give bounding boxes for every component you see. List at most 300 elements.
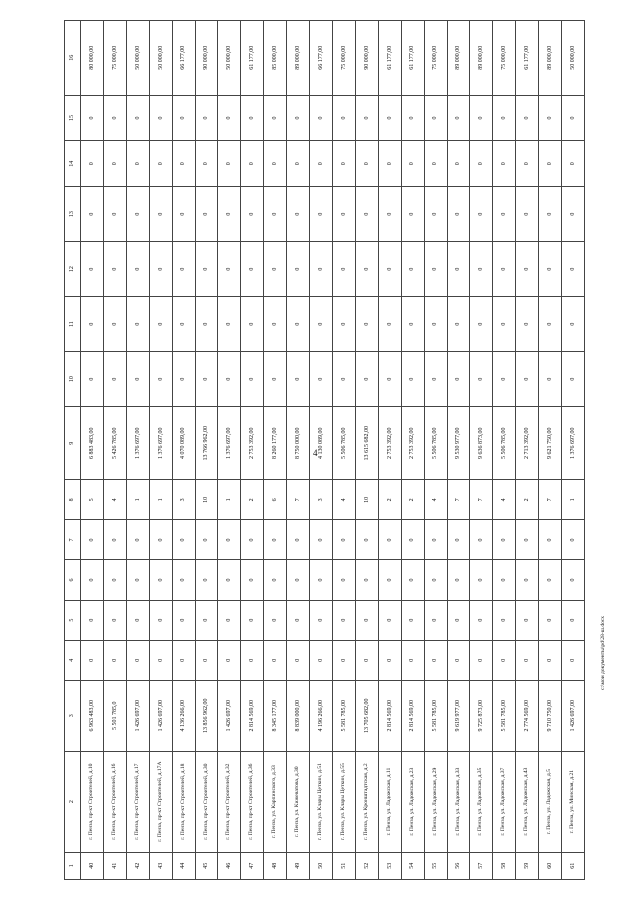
table-cell: 0 <box>401 242 424 297</box>
data-table <box>64 20 585 880</box>
table-cell: 13 766 962,00 <box>195 407 218 480</box>
table-cell: 0 <box>149 520 172 560</box>
column-header: 5 <box>65 600 81 640</box>
table-cell: 0 <box>126 520 149 560</box>
table-cell: 66 177,00 <box>310 21 333 96</box>
table-cell: 0 <box>149 297 172 352</box>
table-cell: 7 <box>470 480 493 520</box>
table-cell: 0 <box>103 640 126 680</box>
table-cell: 0 <box>126 95 149 141</box>
table-cell: 5 581 785,00 <box>332 680 355 751</box>
table-row <box>355 21 378 880</box>
table-cell: 0 <box>378 520 401 560</box>
table-cell: 61 <box>562 852 585 879</box>
table-cell: 0 <box>81 600 104 640</box>
table-cell: 0 <box>355 187 378 242</box>
table-cell: 3 <box>172 480 195 520</box>
table-cell: 0 <box>539 560 562 600</box>
table-cell: 2 <box>516 480 539 520</box>
table-cell: 0 <box>378 242 401 297</box>
table-cell: 0 <box>470 352 493 407</box>
table-cell: 5 581 785,00 <box>493 680 516 751</box>
table-cell: 0 <box>447 297 470 352</box>
table-cell: 0 <box>310 600 333 640</box>
table-cell: 52 <box>355 852 378 879</box>
table-cell: 0 <box>264 560 287 600</box>
address-cell: г. Пенза, ул. Ладожская, д.29 <box>424 751 447 852</box>
table-cell: 0 <box>424 187 447 242</box>
table-cell: 8 839 000,00 <box>287 680 310 751</box>
table-cell: 0 <box>539 297 562 352</box>
table-cell: 0 <box>172 640 195 680</box>
table-cell: 0 <box>447 352 470 407</box>
table-cell: 89 000,00 <box>447 21 470 96</box>
table-cell: 0 <box>378 352 401 407</box>
table-cell: 0 <box>332 297 355 352</box>
table-cell: 5 506 785,00 <box>332 407 355 480</box>
table-cell: 0 <box>195 560 218 600</box>
table-cell: 5 506 785,00 <box>493 407 516 480</box>
table-cell: 43 <box>149 852 172 879</box>
table-cell: 0 <box>195 242 218 297</box>
table-cell: 0 <box>310 242 333 297</box>
table-cell: 0 <box>103 297 126 352</box>
table-cell: 0 <box>195 187 218 242</box>
table-cell: 9 636 873,00 <box>470 407 493 480</box>
table-cell: 0 <box>287 187 310 242</box>
table-cell: 0 <box>218 141 241 187</box>
table-header-row <box>65 21 81 880</box>
table-cell: 8 260 177,00 <box>264 407 287 480</box>
table-cell: 0 <box>493 352 516 407</box>
table-cell: 0 <box>424 141 447 187</box>
table-cell: 0 <box>149 640 172 680</box>
table-cell: 61 177,00 <box>378 21 401 96</box>
table-cell: 9 530 977,00 <box>447 407 470 480</box>
address-cell: г. Пенза, ул. Клары Цеткин, д.51 <box>310 751 333 852</box>
table-cell: 0 <box>424 242 447 297</box>
table-cell: 57 <box>470 852 493 879</box>
table-cell: 0 <box>401 352 424 407</box>
table-cell: 0 <box>103 560 126 600</box>
table-cell: 0 <box>447 600 470 640</box>
table-cell: 0 <box>218 242 241 297</box>
table-cell: 0 <box>126 352 149 407</box>
table-cell: 1 <box>562 480 585 520</box>
table-cell: 40 <box>81 852 104 879</box>
address-cell: г. Пенза, ул. Ладожская, д.35 <box>470 751 493 852</box>
table-cell: 0 <box>103 600 126 640</box>
table-cell: 2 <box>401 480 424 520</box>
table-cell: 0 <box>424 640 447 680</box>
table-cell: 46 <box>218 852 241 879</box>
table-cell: 0 <box>103 352 126 407</box>
table-cell: 45 <box>195 852 218 879</box>
table-cell: 0 <box>424 600 447 640</box>
table-row <box>218 21 241 880</box>
table-cell: 0 <box>516 352 539 407</box>
table-cell: 0 <box>172 600 195 640</box>
table-cell: 0 <box>81 297 104 352</box>
table-cell: 0 <box>424 520 447 560</box>
address-cell: г. Пенза, пр-кт Строителей, д.10 <box>81 751 104 852</box>
table-cell: 0 <box>424 560 447 600</box>
column-header: 8 <box>65 480 81 520</box>
table-cell: 0 <box>172 242 195 297</box>
table-cell: 0 <box>516 520 539 560</box>
table-cell: 0 <box>355 600 378 640</box>
table-cell: 2 <box>241 480 264 520</box>
table-cell: 0 <box>81 640 104 680</box>
table-cell: 0 <box>470 187 493 242</box>
table-row <box>470 21 493 880</box>
table-cell: 51 <box>332 852 355 879</box>
table-cell: 0 <box>378 560 401 600</box>
address-cell: г. Пенза, ул. Карпинского, д.33 <box>264 751 287 852</box>
table-cell: 50 000,00 <box>149 21 172 96</box>
table-cell: 10 <box>195 480 218 520</box>
table-cell: 0 <box>310 187 333 242</box>
table-cell: 0 <box>172 141 195 187</box>
table-cell: 0 <box>493 600 516 640</box>
table-cell: 4 <box>493 480 516 520</box>
table-cell: 0 <box>218 600 241 640</box>
table-row <box>81 21 104 880</box>
address-cell: г. Пенза, пр-кт Строителей, д.17А <box>149 751 172 852</box>
address-cell: г. Пенза, пр-кт Строителей, д.36 <box>241 751 264 852</box>
table-cell: 0 <box>287 600 310 640</box>
table-row <box>103 21 126 880</box>
column-header: 15 <box>65 95 81 141</box>
table-cell: 0 <box>493 640 516 680</box>
table-cell: 7 <box>447 480 470 520</box>
table-cell: 0 <box>287 560 310 600</box>
table-cell: 0 <box>195 640 218 680</box>
table-cell: 0 <box>355 352 378 407</box>
table-cell: 0 <box>264 95 287 141</box>
table-cell: 0 <box>149 187 172 242</box>
table-cell: 0 <box>241 520 264 560</box>
table-cell: 4 <box>424 480 447 520</box>
table-row <box>516 21 539 880</box>
table-cell: 0 <box>470 560 493 600</box>
table-cell: 0 <box>401 187 424 242</box>
table-row <box>493 21 516 880</box>
table-cell: 54 <box>401 852 424 879</box>
table-cell: 0 <box>516 560 539 600</box>
table-row <box>195 21 218 880</box>
table-row <box>241 21 264 880</box>
table-cell: 0 <box>81 352 104 407</box>
table-cell: 1 <box>149 480 172 520</box>
table-cell: 0 <box>516 242 539 297</box>
table-cell: 0 <box>332 141 355 187</box>
column-header: 11 <box>65 297 81 352</box>
table-cell: 0 <box>149 352 172 407</box>
table-cell: 0 <box>126 560 149 600</box>
table-cell: 0 <box>149 242 172 297</box>
table-cell: 0 <box>241 242 264 297</box>
table-cell: 61 177,00 <box>401 21 424 96</box>
table-cell: 0 <box>516 141 539 187</box>
table-cell: 0 <box>562 640 585 680</box>
table-row <box>126 21 149 880</box>
table-cell: 5 501 785,0 <box>103 680 126 751</box>
table-cell: 89 000,00 <box>539 21 562 96</box>
table-cell: 0 <box>126 297 149 352</box>
table-cell: 4 <box>332 480 355 520</box>
table-row <box>378 21 401 880</box>
table-cell: 0 <box>172 297 195 352</box>
table-cell: 8 345 177,00 <box>264 680 287 751</box>
table-cell: 5 426 785,00 <box>103 407 126 480</box>
table-cell: 0 <box>126 640 149 680</box>
table-cell: 0 <box>332 520 355 560</box>
table-cell: 0 <box>516 95 539 141</box>
table-cell: 13 705 682,00 <box>355 680 378 751</box>
table-cell: 1 376 697,00 <box>218 407 241 480</box>
table-cell: 0 <box>401 141 424 187</box>
page-number: 4 <box>313 448 318 458</box>
table-cell: 0 <box>241 95 264 141</box>
table-cell: 0 <box>562 141 585 187</box>
table-cell: 0 <box>539 187 562 242</box>
table-cell: 0 <box>172 187 195 242</box>
table-cell: 0 <box>332 352 355 407</box>
file-path-footer: c:\мои документы\pd\28-ш.docx <box>600 615 606 690</box>
table-row <box>401 21 424 880</box>
address-cell: г. Пенза, пр-кт Строителей, д.16 <box>103 751 126 852</box>
table-cell: 0 <box>241 297 264 352</box>
column-header: 2 <box>65 751 81 852</box>
table-cell: 0 <box>172 560 195 600</box>
table-cell: 0 <box>241 352 264 407</box>
table-cell: 4 136 266,00 <box>172 680 195 751</box>
table-cell: 0 <box>81 141 104 187</box>
column-header: 7 <box>65 520 81 560</box>
table-row <box>332 21 355 880</box>
rotated-table-container <box>64 20 585 880</box>
table-cell: 58 <box>493 852 516 879</box>
table-cell: 0 <box>516 187 539 242</box>
column-header: 6 <box>65 560 81 600</box>
table-cell: 0 <box>447 640 470 680</box>
table-cell: 0 <box>539 352 562 407</box>
table-cell: 0 <box>355 242 378 297</box>
table-cell: 0 <box>218 187 241 242</box>
table-cell: 90 000,00 <box>355 21 378 96</box>
table-cell: 0 <box>218 352 241 407</box>
table-cell: 48 <box>264 852 287 879</box>
address-cell: г. Пенза, ул. Кронштадтская, д.2 <box>355 751 378 852</box>
table-cell: 0 <box>539 95 562 141</box>
table-cell: 75 000,00 <box>424 21 447 96</box>
table-cell: 1 426 697,00 <box>149 680 172 751</box>
table-cell: 1 376 697,00 <box>126 407 149 480</box>
table-cell: 5 506 785,00 <box>424 407 447 480</box>
table-cell: 0 <box>287 352 310 407</box>
table-cell: 0 <box>539 600 562 640</box>
table-cell: 59 <box>516 852 539 879</box>
table-cell: 2 814 569,00 <box>378 680 401 751</box>
table-cell: 50 <box>310 852 333 879</box>
table-cell: 0 <box>424 95 447 141</box>
table-cell: 0 <box>241 187 264 242</box>
table-cell: 0 <box>493 95 516 141</box>
table-cell: 0 <box>378 297 401 352</box>
table-cell: 0 <box>493 297 516 352</box>
table-cell: 6 883 483,00 <box>81 407 104 480</box>
table-cell: 47 <box>241 852 264 879</box>
table-cell: 50 000,00 <box>562 21 585 96</box>
table-cell: 0 <box>241 640 264 680</box>
table-cell: 1 426 697,00 <box>126 680 149 751</box>
table-cell: 0 <box>264 187 287 242</box>
table-cell: 1 <box>126 480 149 520</box>
table-cell: 0 <box>81 520 104 560</box>
column-header: 3 <box>65 680 81 751</box>
column-header: 14 <box>65 141 81 187</box>
table-cell: 3 <box>310 480 333 520</box>
table-cell: 42 <box>126 852 149 879</box>
table-cell: 0 <box>562 297 585 352</box>
table-cell: 0 <box>287 297 310 352</box>
table-cell: 4 130 089,00 <box>310 407 333 480</box>
table-cell: 2 753 392,00 <box>378 407 401 480</box>
table-cell: 50 000,00 <box>126 21 149 96</box>
table-cell: 0 <box>401 600 424 640</box>
table-cell: 0 <box>562 95 585 141</box>
table-cell: 0 <box>241 560 264 600</box>
address-cell: г. Пенза, пр-кт Строителей, д.30 <box>195 751 218 852</box>
table-cell: 0 <box>378 640 401 680</box>
table-cell: 0 <box>218 95 241 141</box>
table-cell: 0 <box>264 242 287 297</box>
table-cell: 0 <box>103 242 126 297</box>
table-cell: 0 <box>195 600 218 640</box>
table-cell: 0 <box>264 352 287 407</box>
table-cell: 8 750 000,00 <box>287 407 310 480</box>
table-cell: 0 <box>493 187 516 242</box>
address-cell: г. Пенза, пр-кт Строителей, д.18 <box>172 751 195 852</box>
address-cell: г. Пенза, ул. Ладожская, д.11 <box>378 751 401 852</box>
table-cell: 6 963 483,00 <box>81 680 104 751</box>
table-cell: 0 <box>378 95 401 141</box>
table-cell: 10 <box>355 480 378 520</box>
table-cell: 0 <box>378 141 401 187</box>
table-cell: 0 <box>126 600 149 640</box>
table-cell: 6 <box>264 480 287 520</box>
table-cell: 0 <box>195 141 218 187</box>
table-cell: 0 <box>424 352 447 407</box>
address-cell: г. Пенза, ул. Минская, д.21 <box>562 751 585 852</box>
table-cell: 61 177,00 <box>516 21 539 96</box>
table-cell: 0 <box>401 640 424 680</box>
table-cell: 0 <box>310 95 333 141</box>
table-cell: 2 814 569,00 <box>401 680 424 751</box>
table-cell: 0 <box>562 352 585 407</box>
table-cell: 0 <box>149 560 172 600</box>
table-cell: 0 <box>493 141 516 187</box>
table-cell: 0 <box>310 297 333 352</box>
table-cell: 0 <box>424 297 447 352</box>
table-cell: 0 <box>103 141 126 187</box>
table-cell: 56 <box>447 852 470 879</box>
column-header: 1 <box>65 852 81 879</box>
table-cell: 0 <box>493 560 516 600</box>
table-cell: 0 <box>310 141 333 187</box>
column-header: 16 <box>65 21 81 96</box>
table-cell: 5 <box>81 480 104 520</box>
table-cell: 0 <box>470 141 493 187</box>
table-cell: 4 <box>103 480 126 520</box>
table-cell: 61 177,00 <box>241 21 264 96</box>
table-cell: 0 <box>241 141 264 187</box>
table-cell: 0 <box>264 520 287 560</box>
table-cell: 1 426 697,00 <box>562 680 585 751</box>
table-row <box>264 21 287 880</box>
table-cell: 7 <box>539 480 562 520</box>
table-body <box>81 21 585 880</box>
table-cell: 0 <box>310 520 333 560</box>
table-cell: 0 <box>447 242 470 297</box>
table-cell: 2 814 569,00 <box>241 680 264 751</box>
table-cell: 0 <box>172 95 195 141</box>
table-cell: 0 <box>401 297 424 352</box>
table-cell: 0 <box>218 640 241 680</box>
column-header: 13 <box>65 187 81 242</box>
table-cell: 0 <box>264 640 287 680</box>
column-header: 4 <box>65 640 81 680</box>
table-cell: 0 <box>287 640 310 680</box>
table-cell: 0 <box>241 600 264 640</box>
table-cell: 89 000,00 <box>470 21 493 96</box>
table-cell: 9 621 750,00 <box>539 407 562 480</box>
table-cell: 0 <box>332 640 355 680</box>
table-cell: 0 <box>287 520 310 560</box>
table-cell: 0 <box>447 95 470 141</box>
table-cell: 0 <box>493 242 516 297</box>
table-cell: 53 <box>378 852 401 879</box>
table-cell: 89 000,00 <box>287 21 310 96</box>
table-cell: 0 <box>195 352 218 407</box>
table-cell: 0 <box>264 141 287 187</box>
table-cell: 80 000,00 <box>81 21 104 96</box>
table-cell: 0 <box>447 187 470 242</box>
table-cell: 0 <box>470 242 493 297</box>
table-cell: 0 <box>172 352 195 407</box>
column-header: 12 <box>65 242 81 297</box>
table-cell: 0 <box>126 187 149 242</box>
table-cell: 0 <box>355 95 378 141</box>
column-header: 9 <box>65 407 81 480</box>
table-cell: 0 <box>103 95 126 141</box>
table-cell: 2 713 392,00 <box>516 407 539 480</box>
table-cell: 0 <box>218 560 241 600</box>
table-cell: 0 <box>355 560 378 600</box>
table-cell: 0 <box>287 242 310 297</box>
address-cell: г. Пенза, ул. Ладожская, д.37 <box>493 751 516 852</box>
table-cell: 0 <box>195 520 218 560</box>
table-cell: 4 196 266,00 <box>310 680 333 751</box>
table-cell: 0 <box>264 600 287 640</box>
address-cell: г. Пенза, ул. Ладожская, д.43 <box>516 751 539 852</box>
table-cell: 0 <box>355 640 378 680</box>
table-cell: 60 <box>539 852 562 879</box>
table-cell: 0 <box>332 242 355 297</box>
table-cell: 0 <box>562 520 585 560</box>
table-cell: 0 <box>539 640 562 680</box>
